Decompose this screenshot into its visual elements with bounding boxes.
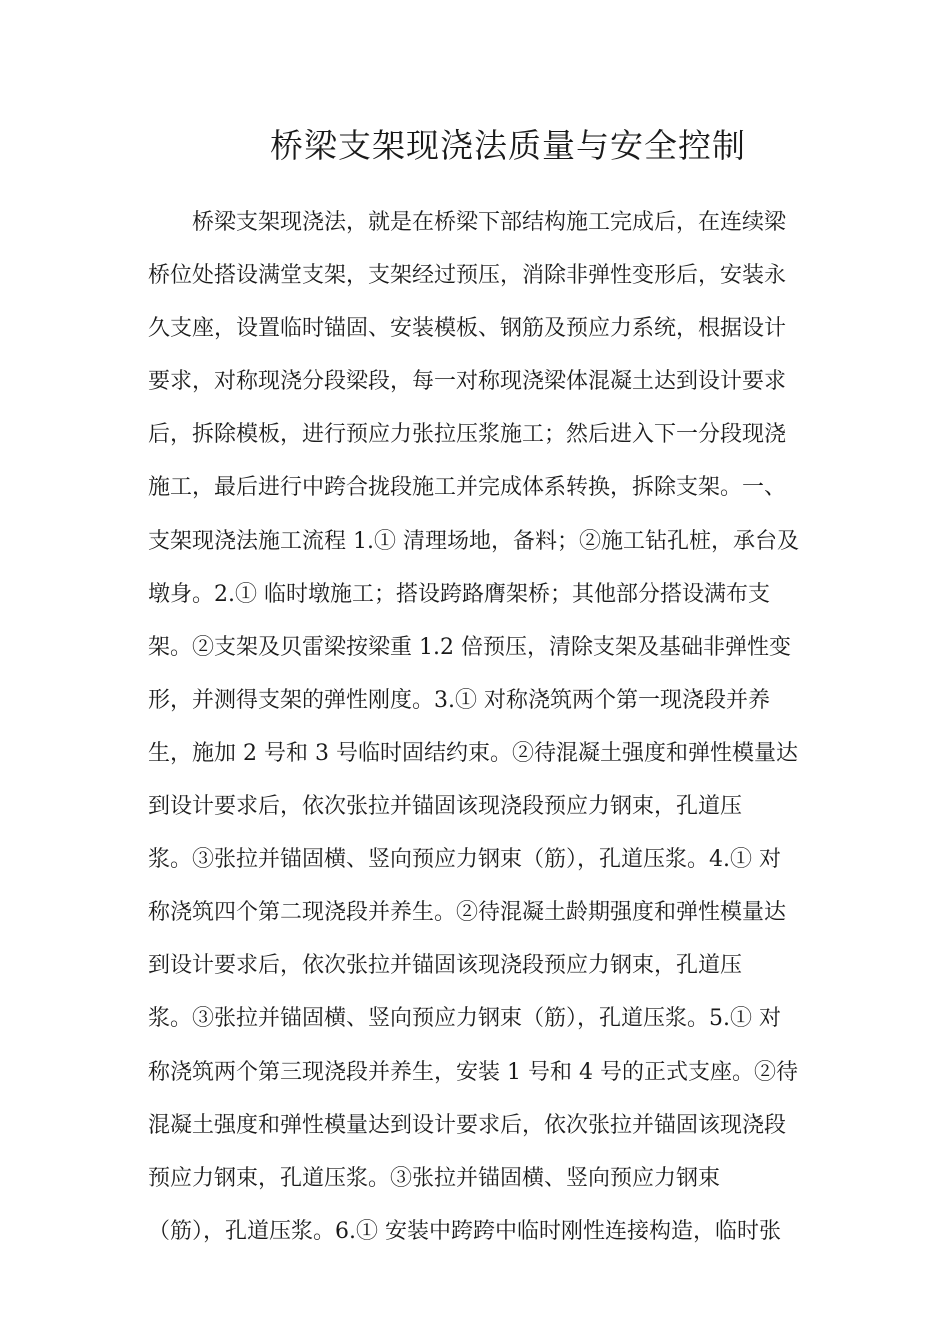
paragraph-line: 桥位处搭设满堂支架，支架经过预压，消除非弹性变形后，安装永 [148,263,787,289]
paragraph-line: 预应力钢束，孔道压浆。③张拉并锚固横、竖向预应力钢束 [148,1165,721,1191]
paragraph-line: （筋），孔道压浆。6.① 安装中跨跨中临时刚性连接构造，临时张 [148,1218,781,1244]
document-body [148,196,808,1258]
paragraph-line: 混凝土强度和弹性模量达到设计要求后，依次张拉并锚固该现浇段 [148,1112,787,1138]
paragraph-line: 形，并测得支架的弹性刚度。3.① 对称浇筑两个第一现浇段并养 [148,687,770,713]
paragraph-line: 浆。③张拉并锚固横、竖向预应力钢束（筋），孔道压浆。5.① 对 [148,1006,781,1032]
paragraph-line: 到设计要求后，依次张拉并锚固该现浇段预应力钢束，孔道压 [148,794,743,820]
paragraph-line: 到设计要求后，依次张拉并锚固该现浇段预应力钢束，孔道压 [148,953,743,979]
paragraph-line: 称浇筑两个第三现浇段并养生，安装 1 号和 4 号的正式支座。②待 [148,1059,798,1085]
paragraph-line: 生，施加 2 号和 3 号临时固结约束。②待混凝土强度和弹性模量达 [148,740,798,766]
paragraph-line: 施工，最后进行中跨合拢段施工并完成体系转换，拆除支架。一、 [148,475,787,501]
paragraph-line: 墩身。2.① 临时墩施工；搭设跨路膺架桥；其他部分搭设满布支 [148,581,770,607]
paragraph-line: 后，拆除模板，进行预应力张拉压浆施工；然后进入下一分段现浇 [148,422,787,448]
paragraph-line: 桥梁支架现浇法，就是在桥梁下部结构施工完成后，在连续梁 [192,210,787,235]
paragraph-line: 久支座，设置临时锚固、安装模板、钢筋及预应力系统，根据设计 [148,316,787,342]
paragraph-line: 称浇筑四个第二现浇段并养生。②待混凝土龄期强度和弹性模量达 [148,900,787,926]
document-title: 桥梁支架现浇法质量与安全控制 [270,126,746,165]
paragraph-line: 浆。③张拉并锚固横、竖向预应力钢束（筋），孔道压浆。4.① 对 [148,847,781,873]
paragraph-line: 支架现浇法施工流程 1.① 清理场地，备料；②施工钻孔桩，承台及 [148,528,799,554]
paragraph-line: 架。②支架及贝雷梁按梁重 1.2 倍预压，清除支架及基础非弹性变 [148,634,791,660]
paragraph-line: 要求，对称现浇分段梁段，每一对称现浇梁体混凝土达到设计要求 [148,369,787,395]
